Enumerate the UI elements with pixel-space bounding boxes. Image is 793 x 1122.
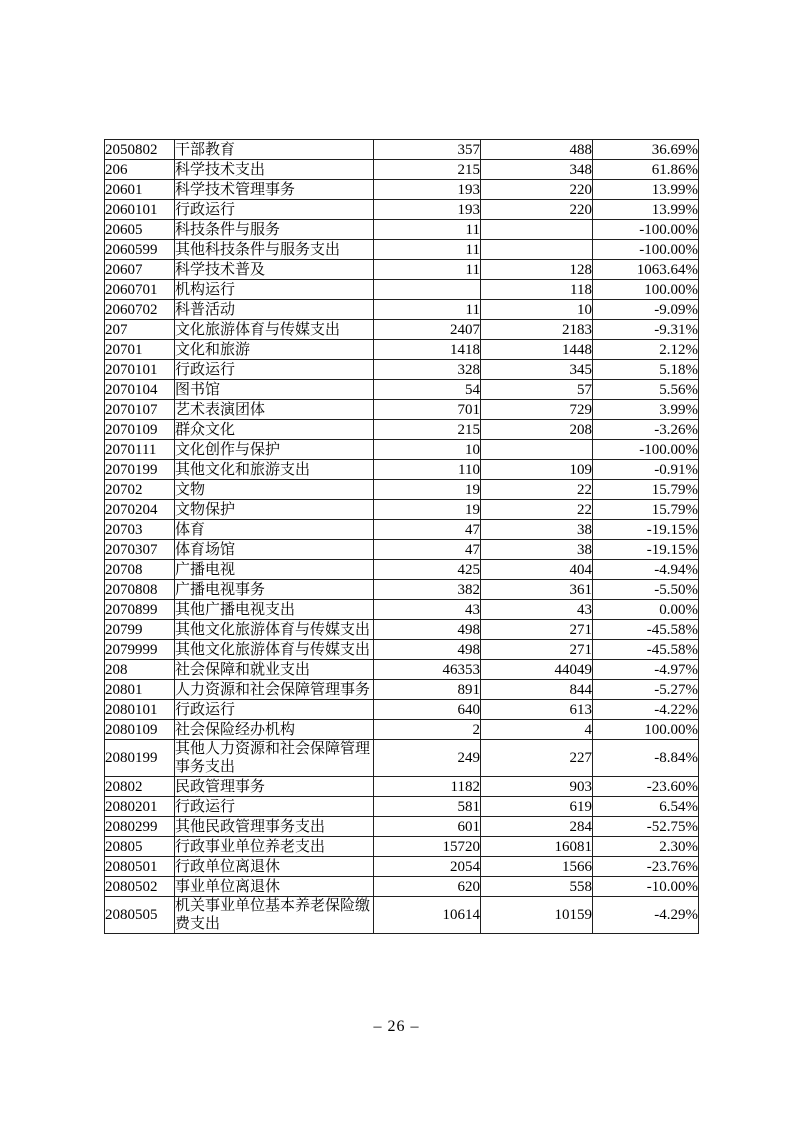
- item-name-cell: 干部教育: [175, 140, 374, 160]
- code-cell: 2070808: [105, 580, 175, 600]
- code-cell: 2060101: [105, 200, 175, 220]
- table-row: [105, 660, 699, 680]
- change-percent-cell: 36.69%: [593, 140, 699, 160]
- table-row: [105, 140, 699, 160]
- table-row: [105, 260, 699, 280]
- table-row: [105, 580, 699, 600]
- code-cell: 2080505: [105, 897, 175, 934]
- change-percent-cell: -100.00%: [593, 220, 699, 240]
- change-percent-cell: 100.00%: [593, 280, 699, 300]
- value-prev-cell: 215: [374, 420, 481, 440]
- value-prev-cell: 46353: [374, 660, 481, 680]
- change-percent-cell: -19.15%: [593, 540, 699, 560]
- change-percent-cell: -19.15%: [593, 520, 699, 540]
- value-current-cell: 613: [481, 700, 593, 720]
- value-current-cell: 10159: [481, 897, 593, 934]
- code-cell: 206: [105, 160, 175, 180]
- change-percent-cell: -10.00%: [593, 877, 699, 897]
- value-current-cell: 43: [481, 600, 593, 620]
- item-name-cell: 科学技术管理事务: [175, 180, 374, 200]
- change-percent-cell: 61.86%: [593, 160, 699, 180]
- value-current-cell: 2183: [481, 320, 593, 340]
- value-current-cell: 284: [481, 817, 593, 837]
- change-percent-cell: -23.60%: [593, 777, 699, 797]
- value-current-cell: 38: [481, 520, 593, 540]
- change-percent-cell: -4.29%: [593, 897, 699, 934]
- value-current-cell: 619: [481, 797, 593, 817]
- value-current-cell: 4: [481, 720, 593, 740]
- table-row: [105, 520, 699, 540]
- change-percent-cell: 15.79%: [593, 480, 699, 500]
- table-row: [105, 700, 699, 720]
- item-name-cell: 文物保护: [175, 500, 374, 520]
- table-row: [105, 680, 699, 700]
- item-name-cell: 科普活动: [175, 300, 374, 320]
- value-prev-cell: 43: [374, 600, 481, 620]
- value-prev-cell: 357: [374, 140, 481, 160]
- item-name-cell: 行政运行: [175, 360, 374, 380]
- change-percent-cell: 6.54%: [593, 797, 699, 817]
- code-cell: 2060702: [105, 300, 175, 320]
- table-row: [105, 240, 699, 260]
- value-current-cell: 361: [481, 580, 593, 600]
- item-name-cell: 广播电视事务: [175, 580, 374, 600]
- item-name-cell: 民政管理事务: [175, 777, 374, 797]
- value-prev-cell: 640: [374, 700, 481, 720]
- table-row: [105, 560, 699, 580]
- item-name-cell: 其他广播电视支出: [175, 600, 374, 620]
- table-row: [105, 440, 699, 460]
- change-percent-cell: 0.00%: [593, 600, 699, 620]
- budget-table-wrap: [104, 139, 699, 934]
- table-row: [105, 720, 699, 740]
- change-percent-cell: 5.56%: [593, 380, 699, 400]
- code-cell: 20805: [105, 837, 175, 857]
- value-prev-cell: 15720: [374, 837, 481, 857]
- value-prev-cell: 701: [374, 400, 481, 420]
- code-cell: 2080199: [105, 740, 175, 777]
- value-prev-cell: 498: [374, 620, 481, 640]
- code-cell: 208: [105, 660, 175, 680]
- change-percent-cell: 1063.64%: [593, 260, 699, 280]
- code-cell: 2080101: [105, 700, 175, 720]
- change-percent-cell: -45.58%: [593, 640, 699, 660]
- table-row: [105, 340, 699, 360]
- budget-table: [104, 139, 699, 934]
- value-prev-cell: 2: [374, 720, 481, 740]
- table-row: [105, 300, 699, 320]
- item-name-cell: 广播电视: [175, 560, 374, 580]
- code-cell: 2070111: [105, 440, 175, 460]
- item-name-cell: 群众文化: [175, 420, 374, 440]
- code-cell: 20703: [105, 520, 175, 540]
- change-percent-cell: -3.26%: [593, 420, 699, 440]
- value-prev-cell: [374, 280, 481, 300]
- value-prev-cell: 620: [374, 877, 481, 897]
- value-current-cell: 118: [481, 280, 593, 300]
- code-cell: 20601: [105, 180, 175, 200]
- value-current-cell: [481, 440, 593, 460]
- item-name-cell: 文物: [175, 480, 374, 500]
- change-percent-cell: 13.99%: [593, 180, 699, 200]
- table-row: [105, 857, 699, 877]
- code-cell: 2070899: [105, 600, 175, 620]
- item-name-cell: 其他人力资源和社会保障管理事务支出: [175, 740, 374, 777]
- table-row: [105, 620, 699, 640]
- item-name-cell: 机构运行: [175, 280, 374, 300]
- code-cell: 2070104: [105, 380, 175, 400]
- table-row: [105, 500, 699, 520]
- change-percent-cell: -5.50%: [593, 580, 699, 600]
- code-cell: 2070107: [105, 400, 175, 420]
- value-prev-cell: 425: [374, 560, 481, 580]
- item-name-cell: 社会保险经办机构: [175, 720, 374, 740]
- value-current-cell: 44049: [481, 660, 593, 680]
- change-percent-cell: -4.94%: [593, 560, 699, 580]
- code-cell: 20607: [105, 260, 175, 280]
- value-prev-cell: 54: [374, 380, 481, 400]
- table-row: [105, 180, 699, 200]
- budget-table-body: [105, 140, 699, 934]
- item-name-cell: 科学技术支出: [175, 160, 374, 180]
- value-prev-cell: 193: [374, 180, 481, 200]
- item-name-cell: 其他文化旅游体育与传媒支出: [175, 640, 374, 660]
- value-current-cell: 220: [481, 200, 593, 220]
- value-prev-cell: 11: [374, 260, 481, 280]
- code-cell: 2070109: [105, 420, 175, 440]
- value-prev-cell: 47: [374, 540, 481, 560]
- value-current-cell: 22: [481, 480, 593, 500]
- value-prev-cell: 328: [374, 360, 481, 380]
- value-prev-cell: 382: [374, 580, 481, 600]
- item-name-cell: 行政运行: [175, 797, 374, 817]
- change-percent-cell: -52.75%: [593, 817, 699, 837]
- change-percent-cell: 2.12%: [593, 340, 699, 360]
- value-current-cell: 38: [481, 540, 593, 560]
- change-percent-cell: -4.22%: [593, 700, 699, 720]
- table-row: [105, 320, 699, 340]
- item-name-cell: 艺术表演团体: [175, 400, 374, 420]
- code-cell: 20799: [105, 620, 175, 640]
- value-prev-cell: 891: [374, 680, 481, 700]
- value-prev-cell: 11: [374, 220, 481, 240]
- value-current-cell: 729: [481, 400, 593, 420]
- table-row: [105, 740, 699, 777]
- value-current-cell: 227: [481, 740, 593, 777]
- value-current-cell: 22: [481, 500, 593, 520]
- code-cell: 2080501: [105, 857, 175, 877]
- table-row: [105, 220, 699, 240]
- value-prev-cell: 215: [374, 160, 481, 180]
- item-name-cell: 其他民政管理事务支出: [175, 817, 374, 837]
- value-current-cell: 208: [481, 420, 593, 440]
- value-current-cell: 903: [481, 777, 593, 797]
- value-prev-cell: 11: [374, 240, 481, 260]
- table-row: [105, 640, 699, 660]
- value-prev-cell: 2407: [374, 320, 481, 340]
- value-prev-cell: 581: [374, 797, 481, 817]
- code-cell: 2079999: [105, 640, 175, 660]
- value-current-cell: 57: [481, 380, 593, 400]
- item-name-cell: 行政事业单位养老支出: [175, 837, 374, 857]
- value-prev-cell: 2054: [374, 857, 481, 877]
- value-current-cell: 345: [481, 360, 593, 380]
- table-row: [105, 600, 699, 620]
- code-cell: 2070101: [105, 360, 175, 380]
- value-prev-cell: 1182: [374, 777, 481, 797]
- item-name-cell: 科技条件与服务: [175, 220, 374, 240]
- change-percent-cell: -9.09%: [593, 300, 699, 320]
- change-percent-cell: -100.00%: [593, 440, 699, 460]
- item-name-cell: 社会保障和就业支出: [175, 660, 374, 680]
- item-name-cell: 文化旅游体育与传媒支出: [175, 320, 374, 340]
- value-prev-cell: 110: [374, 460, 481, 480]
- item-name-cell: 体育场馆: [175, 540, 374, 560]
- table-row: [105, 200, 699, 220]
- value-prev-cell: 47: [374, 520, 481, 540]
- table-row: [105, 380, 699, 400]
- item-name-cell: 图书馆: [175, 380, 374, 400]
- change-percent-cell: -100.00%: [593, 240, 699, 260]
- item-name-cell: 机关事业单位基本养老保险缴费支出: [175, 897, 374, 934]
- code-cell: 20605: [105, 220, 175, 240]
- value-current-cell: 844: [481, 680, 593, 700]
- code-cell: 2080502: [105, 877, 175, 897]
- value-prev-cell: 249: [374, 740, 481, 777]
- code-cell: 20708: [105, 560, 175, 580]
- value-prev-cell: 10: [374, 440, 481, 460]
- code-cell: 2080201: [105, 797, 175, 817]
- value-current-cell: 271: [481, 640, 593, 660]
- value-current-cell: 348: [481, 160, 593, 180]
- item-name-cell: 人力资源和社会保障管理事务: [175, 680, 374, 700]
- value-prev-cell: 19: [374, 480, 481, 500]
- change-percent-cell: -23.76%: [593, 857, 699, 877]
- change-percent-cell: 13.99%: [593, 200, 699, 220]
- change-percent-cell: 15.79%: [593, 500, 699, 520]
- item-name-cell: 体育: [175, 520, 374, 540]
- item-name-cell: 其他文化旅游体育与传媒支出: [175, 620, 374, 640]
- value-current-cell: 220: [481, 180, 593, 200]
- value-current-cell: 488: [481, 140, 593, 160]
- change-percent-cell: 2.30%: [593, 837, 699, 857]
- change-percent-cell: -4.97%: [593, 660, 699, 680]
- value-prev-cell: 498: [374, 640, 481, 660]
- value-current-cell: 109: [481, 460, 593, 480]
- code-cell: 20702: [105, 480, 175, 500]
- table-row: [105, 837, 699, 857]
- table-row: [105, 540, 699, 560]
- value-current-cell: 128: [481, 260, 593, 280]
- table-row: [105, 160, 699, 180]
- value-prev-cell: 193: [374, 200, 481, 220]
- value-current-cell: [481, 240, 593, 260]
- code-cell: 2050802: [105, 140, 175, 160]
- code-cell: 2080109: [105, 720, 175, 740]
- code-cell: 20701: [105, 340, 175, 360]
- change-percent-cell: -0.91%: [593, 460, 699, 480]
- item-name-cell: 事业单位离退休: [175, 877, 374, 897]
- table-row: [105, 777, 699, 797]
- value-prev-cell: 19: [374, 500, 481, 520]
- change-percent-cell: 100.00%: [593, 720, 699, 740]
- code-cell: 2070307: [105, 540, 175, 560]
- table-row: [105, 400, 699, 420]
- table-row: [105, 420, 699, 440]
- value-current-cell: 271: [481, 620, 593, 640]
- code-cell: 2060599: [105, 240, 175, 260]
- item-name-cell: 文化和旅游: [175, 340, 374, 360]
- value-current-cell: 10: [481, 300, 593, 320]
- item-name-cell: 行政运行: [175, 200, 374, 220]
- item-name-cell: 行政运行: [175, 700, 374, 720]
- value-current-cell: 1566: [481, 857, 593, 877]
- item-name-cell: 科学技术普及: [175, 260, 374, 280]
- table-row: [105, 480, 699, 500]
- code-cell: 207: [105, 320, 175, 340]
- value-current-cell: 1448: [481, 340, 593, 360]
- change-percent-cell: 3.99%: [593, 400, 699, 420]
- table-row: [105, 897, 699, 934]
- value-current-cell: 558: [481, 877, 593, 897]
- code-cell: 20801: [105, 680, 175, 700]
- change-percent-cell: -9.31%: [593, 320, 699, 340]
- table-row: [105, 280, 699, 300]
- change-percent-cell: -45.58%: [593, 620, 699, 640]
- code-cell: 2080299: [105, 817, 175, 837]
- table-row: [105, 460, 699, 480]
- value-prev-cell: 601: [374, 817, 481, 837]
- table-row: [105, 797, 699, 817]
- value-current-cell: [481, 220, 593, 240]
- item-name-cell: 文化创作与保护: [175, 440, 374, 460]
- value-prev-cell: 10614: [374, 897, 481, 934]
- value-current-cell: 404: [481, 560, 593, 580]
- table-row: [105, 360, 699, 380]
- table-row: [105, 877, 699, 897]
- value-prev-cell: 11: [374, 300, 481, 320]
- value-current-cell: 16081: [481, 837, 593, 857]
- code-cell: 2070199: [105, 460, 175, 480]
- table-row: [105, 817, 699, 837]
- item-name-cell: 其他科技条件与服务支出: [175, 240, 374, 260]
- value-prev-cell: 1418: [374, 340, 481, 360]
- code-cell: 20802: [105, 777, 175, 797]
- change-percent-cell: 5.18%: [593, 360, 699, 380]
- code-cell: 2070204: [105, 500, 175, 520]
- page-number: – 26 –: [373, 1018, 420, 1035]
- change-percent-cell: -5.27%: [593, 680, 699, 700]
- item-name-cell: 其他文化和旅游支出: [175, 460, 374, 480]
- change-percent-cell: -8.84%: [593, 740, 699, 777]
- code-cell: 2060701: [105, 280, 175, 300]
- item-name-cell: 行政单位离退休: [175, 857, 374, 877]
